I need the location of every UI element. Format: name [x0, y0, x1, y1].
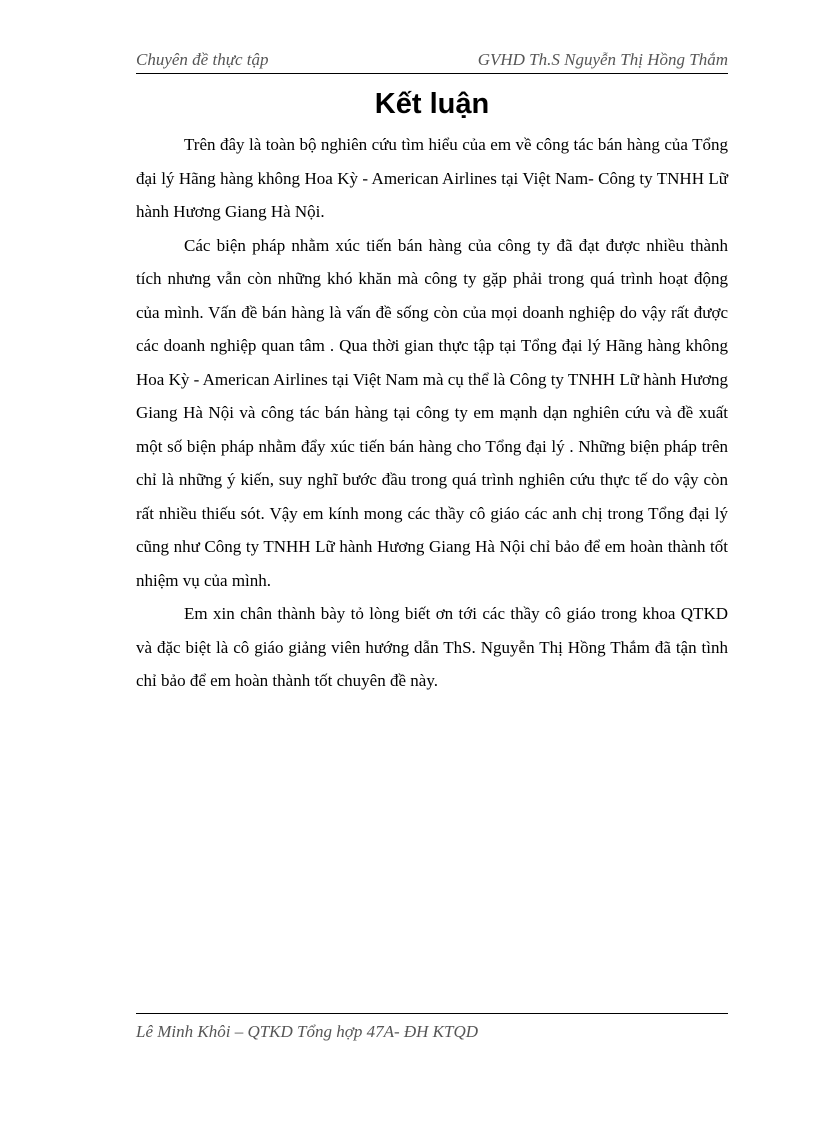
document-body [136, 128, 728, 698]
page-footer [136, 1013, 728, 1042]
footer-author: Lê Minh Khôi – QTKD Tổng hợp 47A- ĐH KTQD [136, 1022, 479, 1041]
header-supervisor: GVHD Th.S Nguyễn Thị Hồng Thắm [477, 50, 728, 69]
paragraph-2: Các biện pháp nhằm xúc tiến bán hàng của công ty đã đạt được nhiều thành tích nhưng vẫn còn những khó khăn mà công ty gặp phải trong quá trình hoạt động của mình. Vấn đề bán hàng là vấn đề sống còn của mọi doanh nghiệp do vậy rất được các doanh nghiệp quan tâm . Qua thời gian thực tập tại Tổng đại lý Hãng hàng không Hoa Kỳ - American Airlines tại Việt Nam mà cụ thể là Công ty TNHH Lữ hành Hương Giang Hà Nội và công tác bán hàng tại công ty em mạnh dạn nghiên cứu và đề xuất một số biện pháp nhằm đẩy xúc tiến bán hàng cho Tổng đại lý . Những biện pháp trên chỉ là những ý kiến, suy nghĩ bước đầu trong quá trình nghiên cứu thực tế do vậy còn rất nhiều thiếu sót. Vậy em kính mong các thầy cô giáo các anh chị trong Tổng đại lý cũng như Công ty TNHH Lữ hành Hương Giang Hà Nội chỉ bảo để em hoàn thành tốt nhiệm vụ của mình. [136, 235, 728, 590]
page-header [136, 47, 728, 74]
header-course-title: Chuyên đề thực tập [136, 50, 269, 69]
paragraph-1: Trên đây là toàn bộ nghiên cứu tìm hiểu của em về công tác bán hàng của Tổng đại lý Hãng hàng không Hoa Kỳ - American Airlines tại Việt Nam- Công ty TNHH Lữ hành Hương Giang Hà Nội. [136, 135, 728, 221]
page-title: Kết luận [374, 88, 490, 120]
paragraph-3: Em xin chân thành bày tỏ lòng biết ơn tới các thầy cô giáo trong khoa QTKD và đặc biệt là cô giáo giảng viên hướng dẫn ThS. Nguyễn Thị Hồng Thắm đã tận tình chỉ bảo để em hoàn thành tốt chuyên đề này. [136, 604, 728, 690]
